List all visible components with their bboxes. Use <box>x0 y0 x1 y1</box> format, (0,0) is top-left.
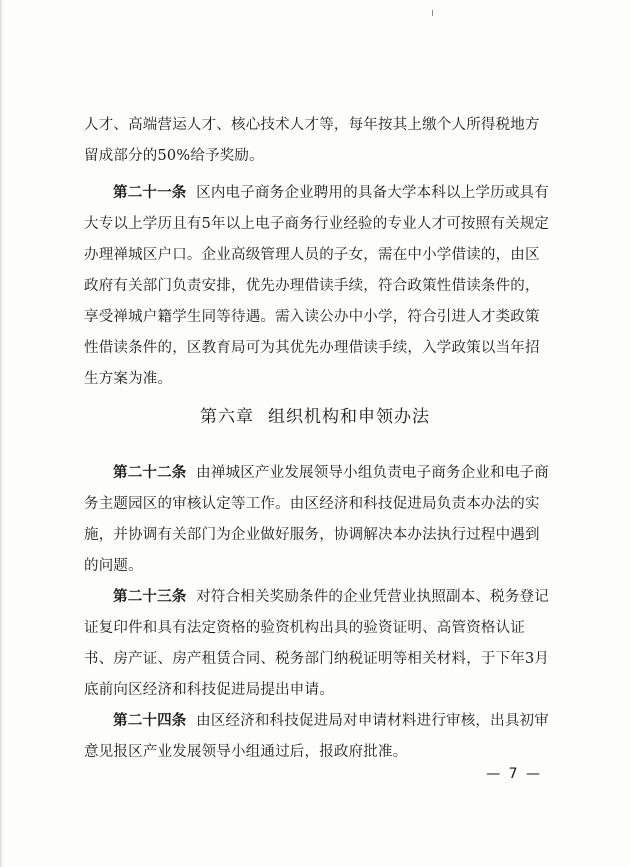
chapter-number: 第六章 <box>200 407 254 427</box>
article-21 <box>84 178 554 395</box>
paragraph-text: 对符合相关奖励条件的企业凭营业执照副本、税务登记证复印件和具有法定资格的验资机构出具的验资证明、高管资格认证书、房产证、房产租赁合同、税务部门纳税证明等相关材料，于下年3月底前向区经济和科技促进局提出申请。 <box>84 589 550 698</box>
chapter-heading <box>0 402 630 427</box>
article-22 <box>84 458 554 582</box>
article-23 <box>84 582 554 706</box>
chapter-title: 组织机构和申领办法 <box>268 407 430 427</box>
top-section <box>84 110 554 395</box>
article-number: 第二十四条 <box>113 713 187 729</box>
paragraph-text: 人才、高端营运人才、核心技术人才等，每年按其上缴个人所得税地方留成部分的50%给予奖励。 <box>84 117 540 164</box>
page-number: — 7 — <box>486 766 542 782</box>
paragraph-text: 由区经济和科技促进局对申请材料进行审核，出具初审意见报区产业发展领导小组通过后，报政府批准。 <box>84 713 549 760</box>
article-number: 第二十一条 <box>113 185 187 201</box>
bottom-section <box>84 458 554 768</box>
article-number: 第二十二条 <box>113 465 187 481</box>
scan-edge <box>0 0 3 867</box>
article-number: 第二十三条 <box>113 589 187 605</box>
paragraph-text: 区内电子商务企业聘用的具备大学本科以上学历或具有大专以上学历且有5年以上电子商务行业经验的专业人才可按照有关规定办理禅城区户口。企业高级管理人员的子女，需在中小学借读的，由区政府有关部门负责安排，优先办理借读手续，符合政策性借读条件的，享受禅城户籍学生同等待遇。需入读公办中小学，符合引进人才类政策性借读条件的，区教育局可为其优先办理借读手续，入学政策以当年招生方案为准。 <box>84 185 550 387</box>
paragraph-continuation <box>84 110 554 172</box>
paragraph-text: 由禅城区产业发展领导小组负责电子商务企业和电子商务主题园区的审核认定等工作。由区经济和科技促进局负责本办法的实施，并协调有关部门为企业做好服务，协调解决本办法执行过程中遇到的问题。 <box>84 465 549 574</box>
scan-speck <box>432 10 433 16</box>
article-24 <box>84 706 554 768</box>
